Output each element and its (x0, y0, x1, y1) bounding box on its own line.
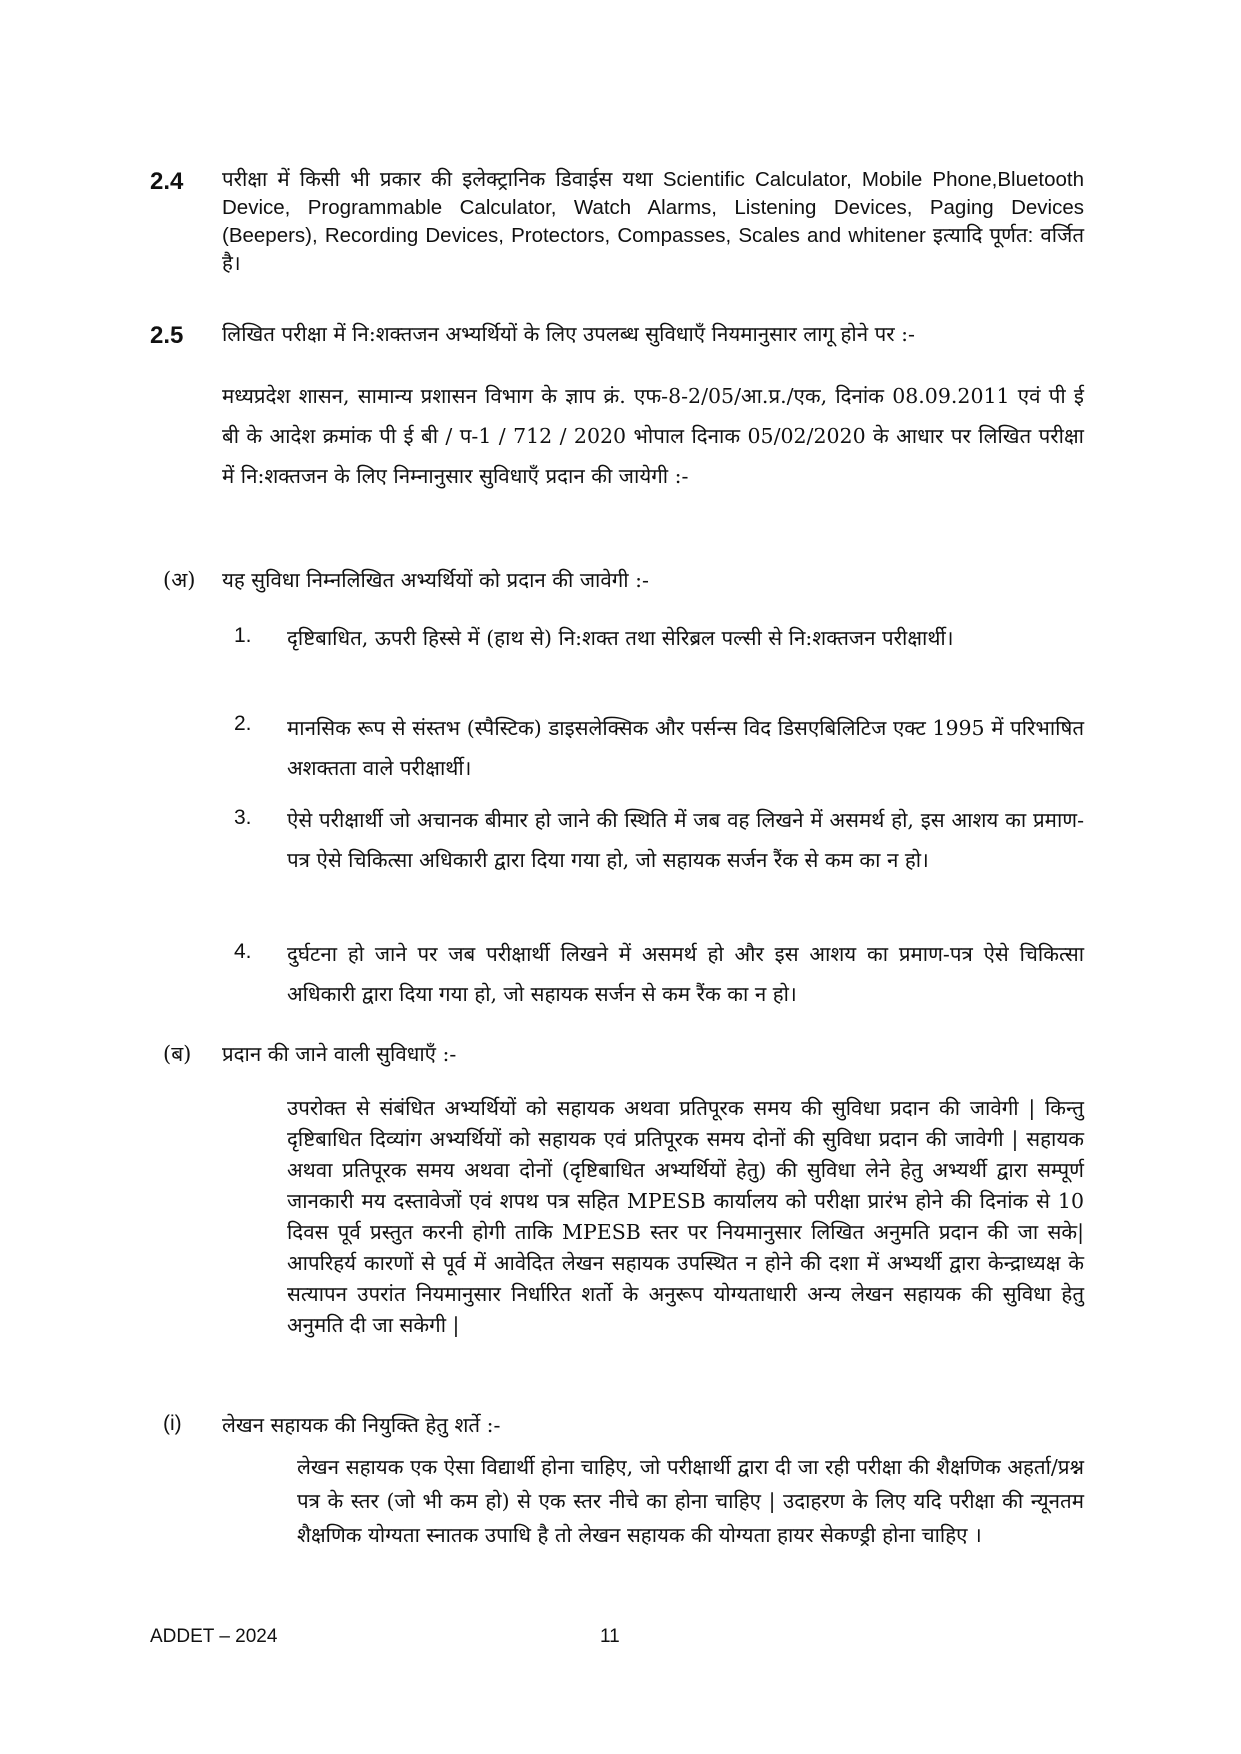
page-number: 11 (600, 1626, 620, 1647)
sub-i-heading: लेखन सहायक की नियुक्ति हेतु शर्ते :- (222, 1413, 501, 1437)
section-2-4-text: परीक्षा में किसी भी प्रकार की इलेक्ट्रानिक डिवाईस यथा Scientific Calculator, Mobile Phone,Bluetooth Device, Programmable Calculator, Watch Alarms, Listening Devices, Paging Devices (Beepers), Recording Devices, Protectors, Compasses, Scales and whitener इत्यादि पूर्णत: वर्जित है। (222, 168, 1084, 275)
list-item-text: दुर्घटना हो जाने पर जब परीक्षार्थी लिखने में असमर्थ हो और इस आशय का प्रमाण-पत्र ऐसे चिकित्सा अधिकारी द्वारा दिया गया हो, जो सहायक सर्जन से कम रैंक का न हो। (287, 942, 1084, 1006)
list-item-number: 3. (234, 806, 252, 829)
list-item-text: ऐसे परीक्षार्थी जो अचानक बीमार हो जाने की स्थिति में जब वह लिखने में असमर्थ हो, इस आशय का प्रमाण-पत्र ऐसे चिकित्सा अधिकारी द्वारा दिया गया हो, जो सहायक सर्जन रैंक से कम का न हो। (287, 808, 1084, 872)
sub-a-label: (अ) (163, 568, 196, 592)
list-item-text: दृष्टिबाधित, ऊपरी हिस्से में (हाथ से) नि:शक्त तथा सेरिब्रल पल्सी से नि:शक्तजन परीक्षार्थी। (287, 626, 954, 650)
section-2-5-intro: मध्यप्रदेश शासन, सामान्य प्रशासन विभाग के ज्ञाप क्रं. एफ-8-2/05/आ.प्र./एक, दिनांक 08.09.2011 एवं पी ई बी के आदेश क्रमांक पी ई बी / प-1 / 712 / 2020 भोपाल दिनाक 05/02/2020 के आधार पर लिखित परीक्षा में नि:शक्तजन के लिए निम्नानुसार सुविधाऍं प्रदान की जायेगी :- (222, 384, 1084, 488)
sub-b-label: (ब) (163, 1042, 192, 1066)
list-item-number: 4. (234, 940, 252, 963)
section-2-5-heading: लिखित परीक्षा में नि:शक्तजन अभ्यर्थियों के लिए उपलब्ध सुविधाएँ नियमानुसार लागू होने पर :- (222, 322, 915, 346)
sub-a-heading: यह सुविधा निम्नलिखित अभ्यर्थियों को प्रदान की जावेगी :- (222, 568, 649, 592)
section-number-2-5: 2.5 (150, 322, 184, 349)
list-item-text: मानसिक रूप से संस्तभ (स्पैस्टिक) डाइसलेक्सिक और पर्सन्स विद डिसएबिलिटिज एक्ट 1995 में परिभाषित अशक्तता वाले परीक्षार्थी। (287, 716, 1084, 780)
list-item-number: 1. (234, 624, 252, 647)
section-number-2-4: 2.4 (150, 168, 184, 195)
list-item-number: 2. (234, 712, 252, 735)
footer-doc-code: ADDET – 2024 (150, 1626, 278, 1647)
sub-b-heading: प्रदान की जाने वाली सुविधाएँ :- (222, 1042, 457, 1066)
sub-i-text: लेखन सहायक एक ऐसा विद्यार्थी होना चाहिए, जो परीक्षार्थी द्वारा दी जा रही परीक्षा की शैक्षणिक अहर्ता/प्रश्न पत्र के स्तर (जो भी कम हो) से एक स्तर नीचे का होना चाहिए | उदाहरण के लिए यदि परीक्षा की न्यूनतम शैक्षणिक योग्यता स्नातक उपाधि है तो लेखन सहायक की योग्यता हायर सेकण्ड्री होना चाहिए । (297, 1455, 1084, 1547)
sub-i-label: (i) (163, 1412, 182, 1435)
sub-b-text: उपरोक्त से संबंधित अभ्यर्थियों को सहायक अथवा प्रतिपूरक समय की सुविधा प्रदान की जावेगी | किन्तु दृष्टिबाधित दिव्यांग अभ्यर्थियों को सहायक एवं प्रतिपूरक समय दोनों की सुविधा प्रदान की जावेगी | सहायक अथवा प्रतिपूरक समय अथवा दोनों (दृष्टिबाधित अभ्यर्थियों हेतु) की सुविधा लेने हेतु अभ्यर्थी द्वारा सम्पूर्ण जानकारी मय दस्तावेजों एवं शपथ पत्र सहित MPESB कार्यालय को परीक्षा प्रारंभ होने की दिनांक से 10 दिवस पूर्व प्रस्तुत करनी होगी ताकि MPESB स्तर पर नियमानुसार लिखित अनुमति प्रदान की जा सके| आपरिहर्य कारणों से पूर्व में आवेदित लेखन सहायक उपस्थित न होने की दशा में अभ्यर्थी द्वारा केन्द्राध्यक्ष के सत्यापन उपरांत नियमानुसार निर्धारित शर्तो के अनुरूप योग्यताधारी अन्य लेखन सहायक की सुविधा हेतु अनुमति दी जा सकेगी | (287, 1096, 1084, 1337)
